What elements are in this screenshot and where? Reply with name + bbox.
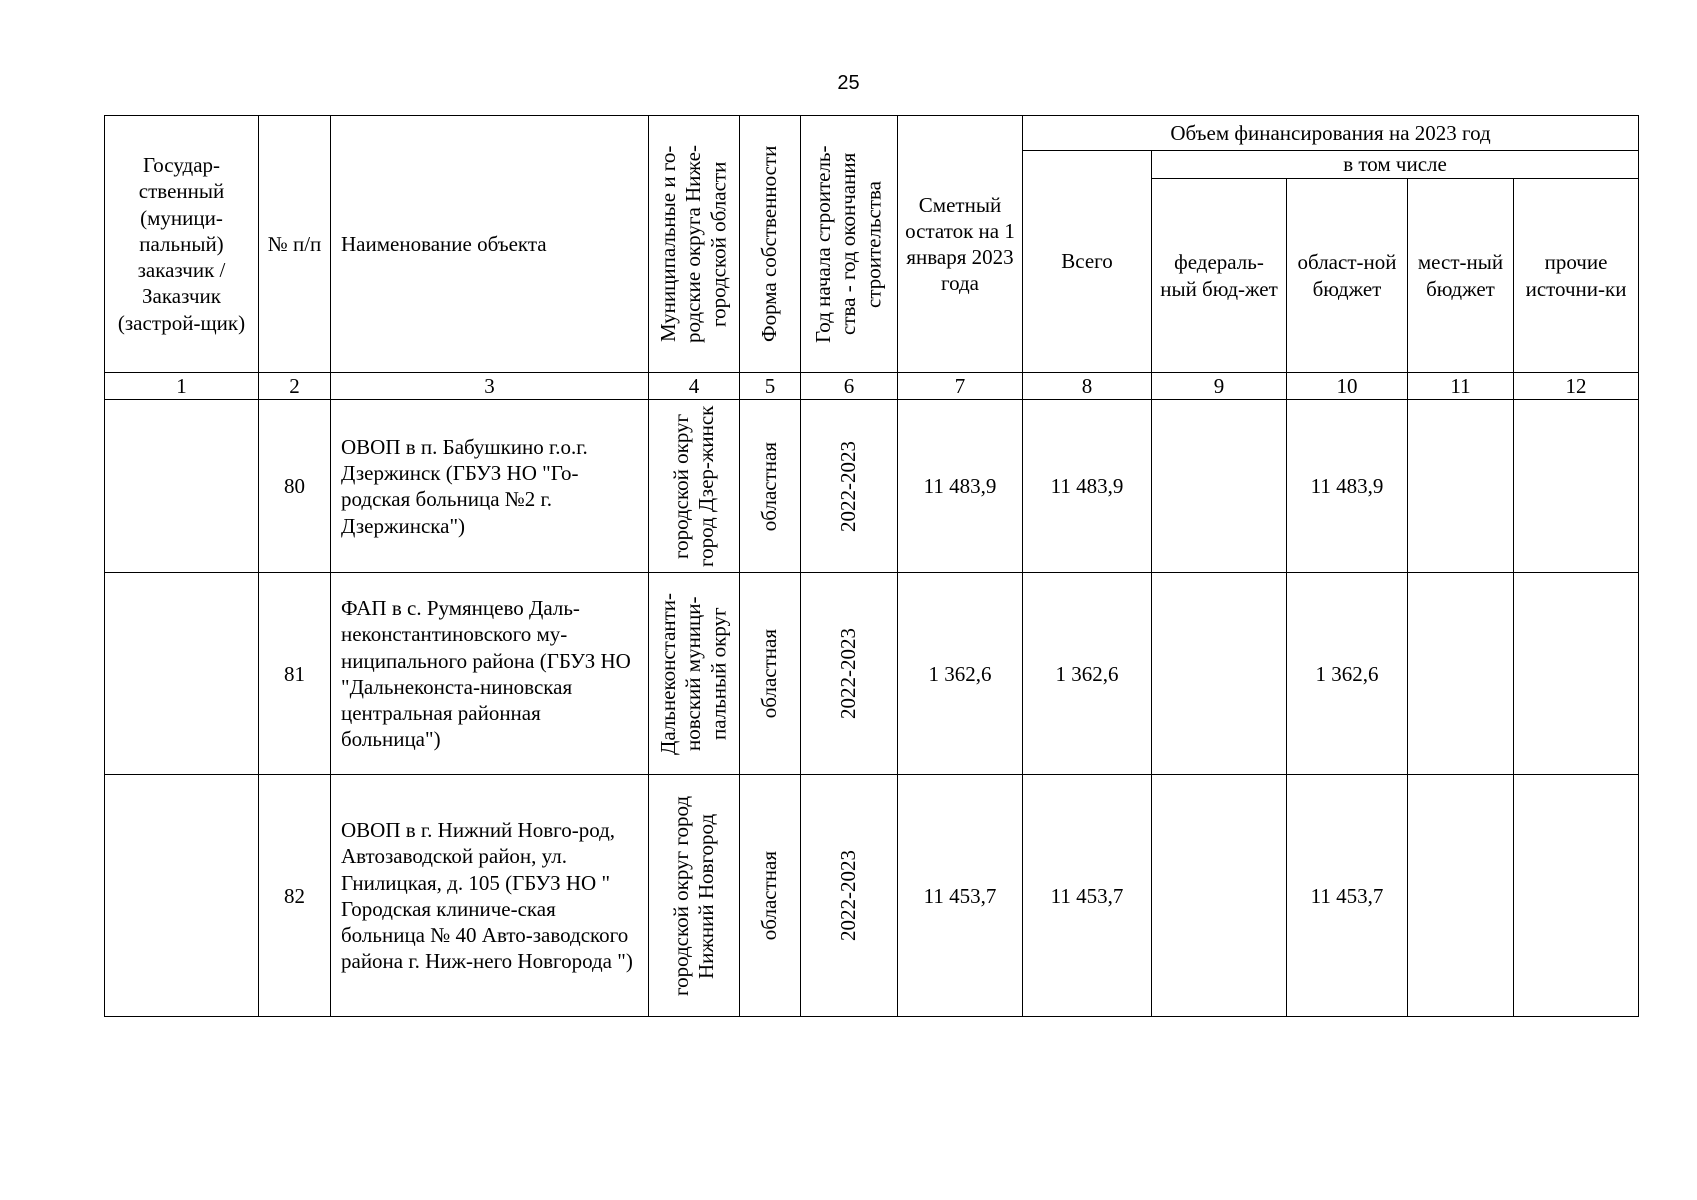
header-including: в том числе <box>1152 151 1639 179</box>
cell-municipality <box>649 400 740 573</box>
cell-federal <box>1152 573 1287 775</box>
cell-total: 1 362,6 <box>1023 573 1152 775</box>
cell-local <box>1408 400 1514 573</box>
cell-federal <box>1152 775 1287 1017</box>
cell-local <box>1408 775 1514 1017</box>
cell-object-name: ОВОП в п. Бабушкино г.о.г. Дзержинск (ГБУЗ НО "Го-родская больница №2 г. Дзержинска") <box>331 400 649 573</box>
header-funding-group: Объем финансирования на 2023 год <box>1023 116 1639 151</box>
table-row <box>105 775 1639 1017</box>
cell-years <box>801 573 898 775</box>
column-number: 6 <box>801 373 898 400</box>
header-ownership-text: Форма собственности <box>757 145 782 343</box>
table-row <box>105 573 1639 775</box>
table-row <box>105 400 1639 573</box>
cell-years <box>801 775 898 1017</box>
cell-municipality <box>649 775 740 1017</box>
column-number: 8 <box>1023 373 1152 400</box>
column-number: 2 <box>259 373 331 400</box>
cell-customer <box>105 775 259 1017</box>
funding-table <box>104 115 1639 1017</box>
column-number: 9 <box>1152 373 1287 400</box>
cell-number: 80 <box>259 400 331 573</box>
column-number: 12 <box>1514 373 1639 400</box>
cell-estimate: 1 362,6 <box>898 573 1023 775</box>
cell-years-text: 2022-2023 <box>836 628 861 720</box>
column-number-row <box>105 373 1639 400</box>
header-customer: Государ-ственный (муници-пальный) заказчик / Заказчик (застрой-щик) <box>105 116 259 373</box>
cell-object-name: ОВОП в г. Нижний Новго-род, Автозаводской район, ул. Гнилицкая, д. 105 (ГБУЗ НО " Городская клиниче-ская больница № 40 Авто-заводского района г. Ниж-него Новгорода ") <box>331 775 649 1017</box>
cell-other <box>1514 775 1639 1017</box>
cell-municipality-text: городской округ город Дзер-жинск <box>668 405 718 567</box>
cell-customer <box>105 573 259 775</box>
cell-municipality <box>649 573 740 775</box>
cell-regional: 1 362,6 <box>1287 573 1408 775</box>
cell-municipality-text: Дальнеконстанти-новский муници-пальный округ <box>656 592 731 755</box>
column-number: 11 <box>1408 373 1514 400</box>
cell-federal <box>1152 400 1287 573</box>
cell-number: 81 <box>259 573 331 775</box>
header-object-name: Наименование объекта <box>331 116 649 373</box>
cell-years <box>801 400 898 573</box>
header-other: прочие источни-ки <box>1514 179 1639 373</box>
header-number: № п/п <box>259 116 331 373</box>
cell-ownership <box>740 775 801 1017</box>
cell-estimate: 11 483,9 <box>898 400 1023 573</box>
page-number: 25 <box>837 72 860 94</box>
header-years <box>801 116 898 373</box>
header-estimate: Сметный остаток на 1 января 2023 года <box>898 116 1023 373</box>
header-municipality-text: Муниципальные и го-родские округа Ниже-городской области <box>656 145 731 343</box>
cell-other <box>1514 573 1639 775</box>
column-number: 10 <box>1287 373 1408 400</box>
cell-years-text: 2022-2023 <box>836 440 861 532</box>
column-number: 4 <box>649 373 740 400</box>
cell-object-name: ФАП в с. Румянцево Даль-неконстантиновского му-ниципального района (ГБУЗ НО "Дальнеконста-ниновская центральная районная больница") <box>331 573 649 775</box>
column-number: 5 <box>740 373 801 400</box>
header-row-1 <box>105 116 1639 151</box>
cell-other <box>1514 400 1639 573</box>
header-ownership <box>740 116 801 373</box>
header-local: мест-ный бюджет <box>1408 179 1514 373</box>
cell-ownership <box>740 573 801 775</box>
cell-number: 82 <box>259 775 331 1017</box>
cell-estimate: 11 453,7 <box>898 775 1023 1017</box>
column-number: 3 <box>331 373 649 400</box>
cell-ownership-text: областная <box>757 441 782 531</box>
header-years-text: Год начала строитель-ства - год окончания строительства <box>811 145 886 343</box>
cell-years-text: 2022-2023 <box>836 850 861 942</box>
cell-regional: 11 453,7 <box>1287 775 1408 1017</box>
column-number: 7 <box>898 373 1023 400</box>
cell-local <box>1408 573 1514 775</box>
header-total: Всего <box>1023 151 1152 373</box>
header-municipality <box>649 116 740 373</box>
cell-customer <box>105 400 259 573</box>
cell-municipality-text: городской округ город Нижний Новгород <box>668 795 718 996</box>
header-regional: област-ной бюджет <box>1287 179 1408 373</box>
cell-ownership-text: областная <box>757 851 782 941</box>
cell-ownership <box>740 400 801 573</box>
cell-total: 11 483,9 <box>1023 400 1152 573</box>
cell-total: 11 453,7 <box>1023 775 1152 1017</box>
header-federal: федераль-ный бюд-жет <box>1152 179 1287 373</box>
column-number: 1 <box>105 373 259 400</box>
cell-regional: 11 483,9 <box>1287 400 1408 573</box>
cell-ownership-text: областная <box>757 629 782 719</box>
